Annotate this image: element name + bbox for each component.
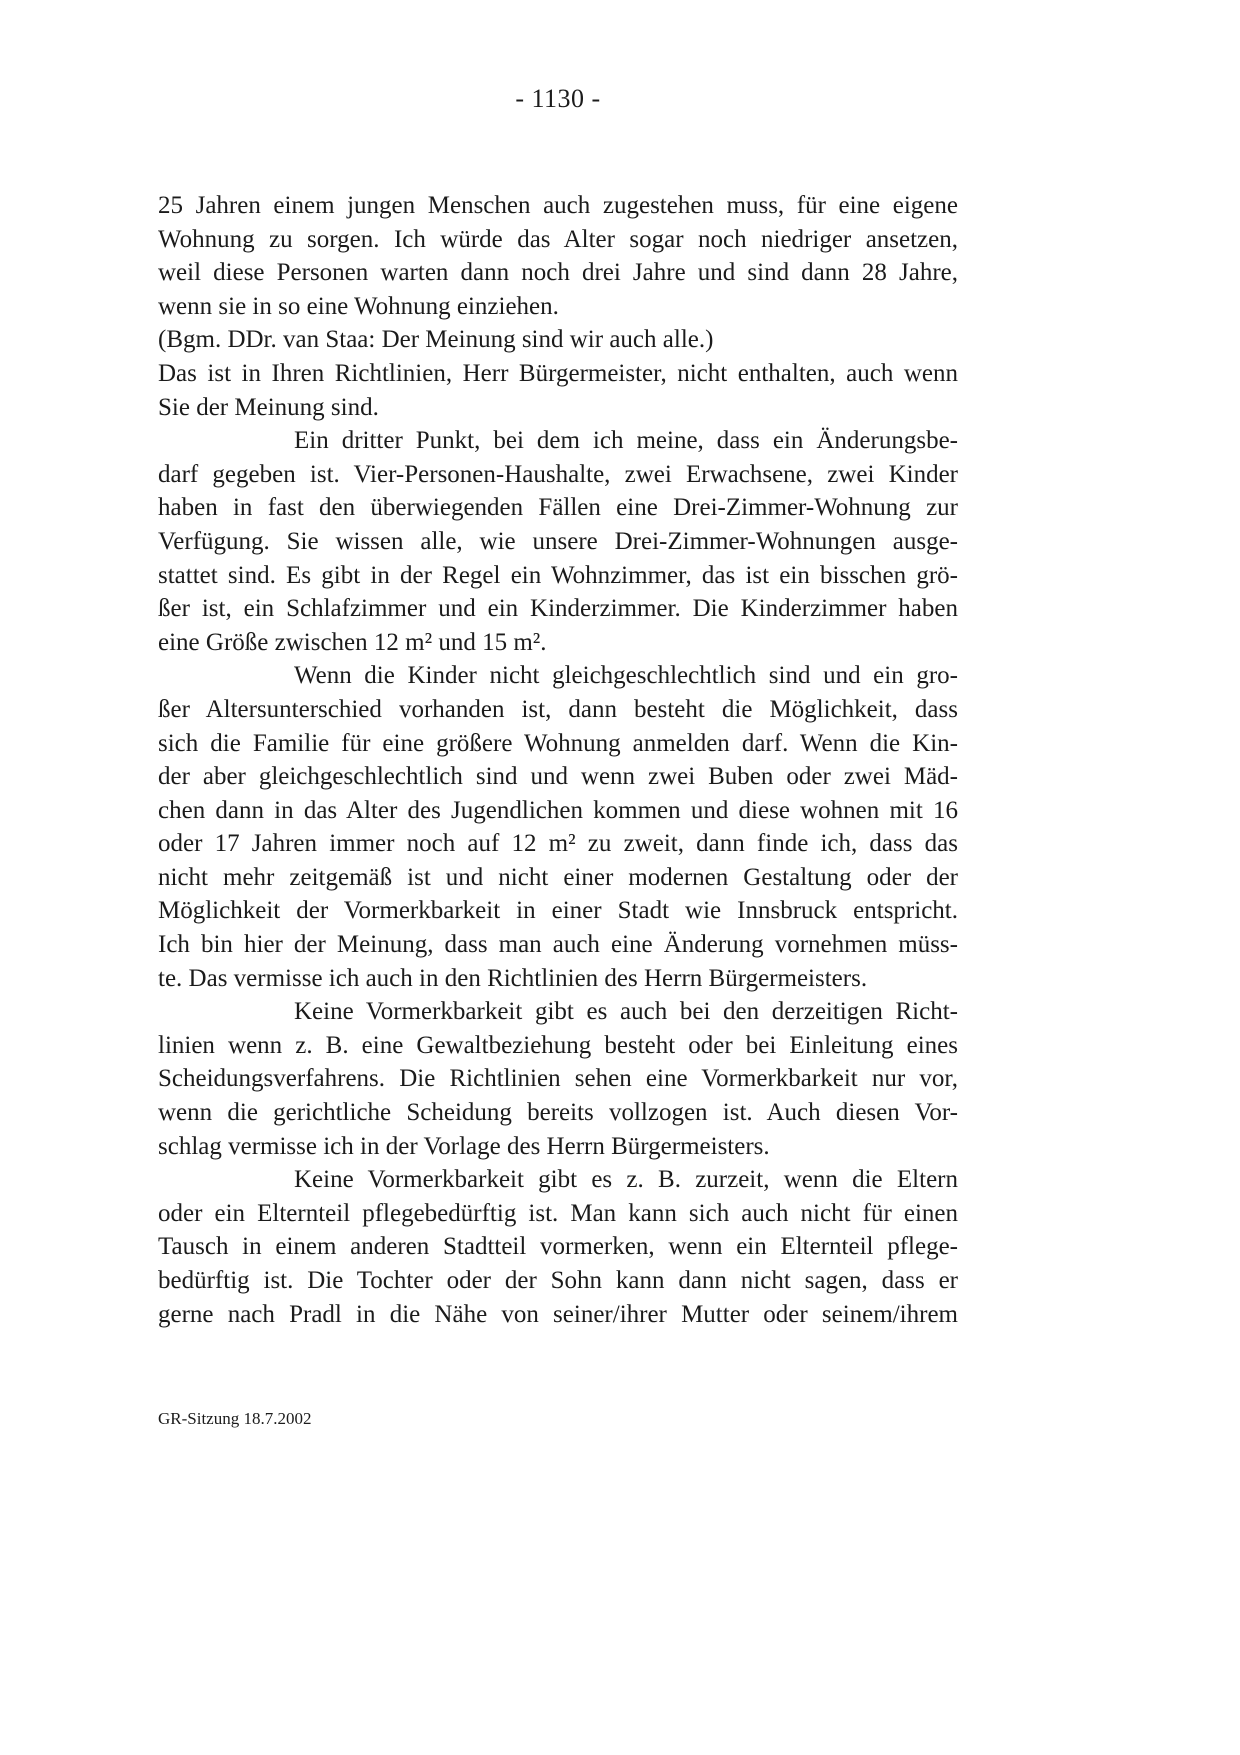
text-line-content: bedürftig ist. Die Tochter oder der Sohn kann dann nicht sagen, dass er xyxy=(158,1267,958,1294)
text-line-content: oder 17 Jahren immer noch auf 12 m² zu zweit, dann finde ich, dass das xyxy=(158,830,958,858)
text-line xyxy=(158,424,958,458)
text-line-content: wenn sie in so eine Wohnung einziehen. xyxy=(158,292,559,320)
text-line-content: gerne nach Pradl in die Nähe von seiner/ihrer Mutter oder seinem/ihrem xyxy=(158,1300,958,1328)
text-line-content: eine Größe zwischen 12 m² und 15 m². xyxy=(158,628,547,656)
text-line xyxy=(158,391,958,425)
text-line xyxy=(158,1264,958,1298)
text-line xyxy=(158,525,958,559)
text-line-content: Ich bin hier der Meinung, dass man auch eine Änderung vornehmen müss- xyxy=(158,931,958,959)
text-line xyxy=(158,1298,958,1332)
text-line xyxy=(158,189,958,223)
text-line-content: der aber gleichgeschlechtlich sind und wenn zwei Buben oder zwei Mäd- xyxy=(158,763,958,791)
text-line-content: Wenn die Kinder nicht gleichgeschlechtlich sind und ein gro- xyxy=(294,662,958,690)
text-line-content: ßer Altersunterschied vorhanden ist, dann besteht die Möglichkeit, dass xyxy=(158,695,958,723)
text-line xyxy=(158,559,958,593)
text-line xyxy=(158,491,958,525)
text-line-content: Keine Vormerkbarkeit gibt es auch bei den derzeitigen Richt- xyxy=(294,998,958,1026)
text-line xyxy=(158,1062,958,1096)
footer-session-note: GR-Sitzung 18.7.2002 xyxy=(158,1409,312,1428)
text-line xyxy=(158,827,958,861)
text-line xyxy=(158,1029,958,1063)
text-line-content: schlag vermisse ich in der Vorlage des Herrn Bürgermeisters. xyxy=(158,1132,770,1160)
text-line xyxy=(158,727,958,761)
text-line-content: darf gegeben ist. Vier-Personen-Haushalte, zwei Erwachsene, zwei Kinder xyxy=(158,460,958,488)
text-line xyxy=(158,626,958,660)
text-line-content: wenn die gerichtliche Scheidung bereits vollzogen ist. Auch diesen Vor- xyxy=(158,1099,958,1127)
text-line xyxy=(158,659,958,693)
text-line xyxy=(158,290,958,324)
text-line-content: oder ein Elternteil pflegebedürftig ist. Man kann sich auch nicht für einen xyxy=(158,1199,958,1227)
text-line-content: stattet sind. Es gibt in der Regel ein Wohnzimmer, das ist ein bisschen grö- xyxy=(158,561,958,589)
text-line-content: Das ist in Ihren Richtlinien, Herr Bürgermeister, nicht enthalten, auch wenn xyxy=(158,359,958,387)
body-text xyxy=(158,189,958,1331)
text-line xyxy=(158,256,958,290)
text-line-content: te. Das vermisse ich auch in den Richtlinien des Herrn Bürgermeisters. xyxy=(158,964,868,992)
text-line-content: ßer ist, ein Schlafzimmer und ein Kinderzimmer. Die Kinderzimmer haben xyxy=(158,595,958,623)
text-line xyxy=(158,928,958,962)
text-line-content: nicht mehr zeitgemäß ist und nicht einer modernen Gestaltung oder der xyxy=(158,863,958,891)
text-line-content: haben in fast den überwiegenden Fällen eine Drei-Zimmer-Wohnung zur xyxy=(158,494,958,522)
text-line-content: weil diese Personen warten dann noch drei Jahre und sind dann 28 Jahre, xyxy=(158,259,958,287)
text-line-content: Keine Vormerkbarkeit gibt es z. B. zurzeit, wenn die Eltern xyxy=(294,1166,958,1194)
text-line-content: Möglichkeit der Vormerkbarkeit in einer Stadt wie Innsbruck entspricht. xyxy=(158,897,958,925)
paragraph xyxy=(158,357,958,424)
text-line-content: Verfügung. Sie wissen alle, wie unsere Drei-Zimmer-Wohnungen ausge- xyxy=(158,527,958,555)
text-line xyxy=(158,760,958,794)
text-line xyxy=(158,962,958,996)
text-line xyxy=(158,995,958,1029)
text-line xyxy=(158,1230,958,1264)
page-number: - 1130 - xyxy=(515,84,601,113)
text-line-content: 25 Jahren einem jungen Menschen auch zugestehen muss, für eine eigene xyxy=(158,192,958,219)
paragraph xyxy=(158,189,958,323)
text-line xyxy=(158,861,958,895)
paragraph xyxy=(158,323,958,357)
text-line xyxy=(158,1197,958,1231)
text-line xyxy=(158,794,958,828)
text-line xyxy=(158,1130,958,1164)
text-line xyxy=(158,458,958,492)
text-line-content: Scheidungsverfahrens. Die Richtlinien sehen eine Vormerkbarkeit nur vor, xyxy=(158,1065,958,1093)
text-line-content: Wohnung zu sorgen. Ich würde das Alter sogar noch niedriger ansetzen, xyxy=(158,225,958,253)
text-line-content: Ein dritter Punkt, bei dem ich meine, dass ein Änderungsbe- xyxy=(294,427,958,455)
text-line xyxy=(158,1163,958,1197)
text-line xyxy=(158,223,958,257)
text-line-content: Sie der Meinung sind. xyxy=(158,393,379,421)
text-line-content: sich die Familie für eine größere Wohnung anmelden darf. Wenn die Kin- xyxy=(158,729,958,757)
paragraph xyxy=(158,995,958,1163)
text-line-content: linien wenn z. B. eine Gewaltbeziehung besteht oder bei Einleitung eines xyxy=(158,1031,958,1059)
paragraph xyxy=(158,659,958,995)
paragraph xyxy=(158,424,958,659)
text-line xyxy=(158,592,958,626)
text-line xyxy=(158,323,958,357)
text-line xyxy=(158,357,958,391)
text-line-content: chen dann in das Alter des Jugendlichen kommen und diese wohnen mit 16 xyxy=(158,796,958,824)
text-line-content: (Bgm. DDr. van Staa: Der Meinung sind wir auch alle.) xyxy=(158,326,714,354)
text-line-content: Tausch in einem anderen Stadtteil vormerken, wenn ein Elternteil pflege- xyxy=(158,1233,958,1261)
text-line xyxy=(158,894,958,928)
paragraph xyxy=(158,1163,958,1331)
text-line xyxy=(158,1096,958,1130)
text-line xyxy=(158,693,958,727)
